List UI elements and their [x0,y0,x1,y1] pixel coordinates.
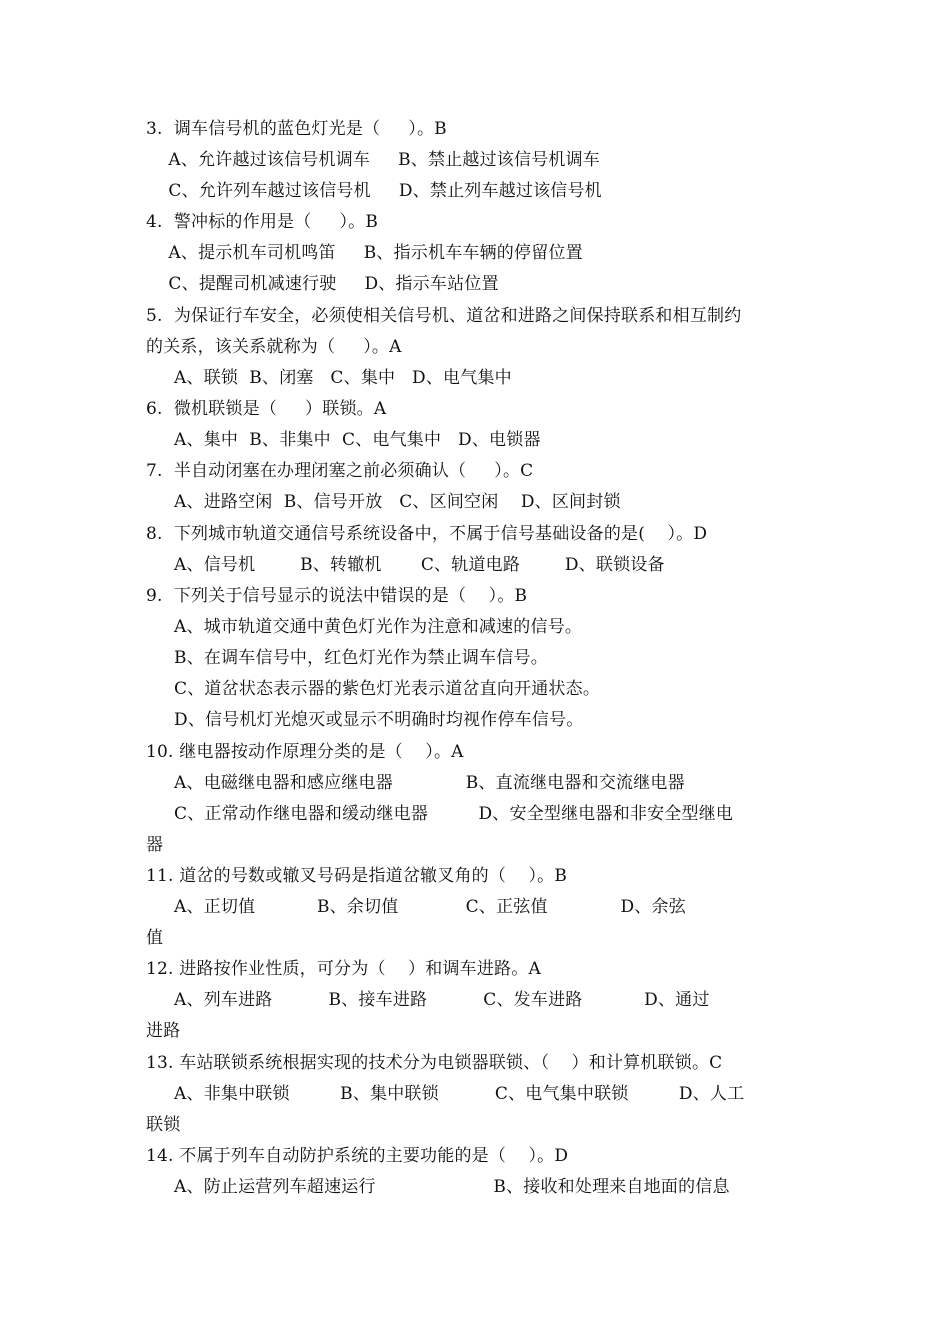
question-9: 9. 下列关于信号显示的说法中错误的是（ ）。B [146,586,528,606]
question-13-wrap: 联锁 [146,1115,181,1135]
question-4: 4. 警冲标的作用是（ ）。B [146,212,379,232]
question-5: 5. 为保证行车安全，必须使相关信号机、道岔和进路之间保持联系和相互制约 [146,306,742,326]
question-4-options-cd: C、提醒司机减速行驶 D、指示车站位置 [146,274,499,294]
question-12-options: A、列车进路 B、接车进路 C、发车进路 D、通过 [146,990,710,1010]
question-8: 8. 下列城市轨道交通信号系统设备中，不属于信号基础设备的是( ）。D [146,524,708,544]
question-4-options-ab: A、提示机车司机鸣笛 B、指示机车车辆的停留位置 [146,243,583,263]
question-3-options-ab: A、允许越过该信号机调车 B、禁止越过该信号机调车 [146,150,601,170]
question-13: 13. 车站联锁系统根据实现的技术分为电锁器联锁、（ ）和计算机联锁。C [146,1053,723,1073]
question-9-option-c: C、道岔状态表示器的紫色灯光表示道岔直向开通状态。 [146,679,601,699]
question-8-options: A、信号机 B、转辙机 C、轨道电路 D、联锁设备 [146,555,665,575]
question-10-wrap: 器 [146,835,164,855]
question-14: 14. 不属于列车自动防护系统的主要功能的是（ ）。D [146,1146,569,1166]
question-14-options: A、防止运营列车超速运行 B、接收和处理来自地面的信息 [146,1177,730,1197]
question-10-options-ab: A、电磁继电器和感应继电器 B、直流继电器和交流继电器 [146,773,685,793]
question-6: 6. 微机联锁是（ ）联锁。A [146,399,387,419]
question-7: 7. 半自动闭塞在办理闭塞之前必须确认（ ）。C [146,461,534,481]
question-10: 10. 继电器按动作原理分类的是（ ）。A [146,742,464,762]
question-12: 12. 进路按作业性质，可分为（ ）和调车进路。A [146,959,541,979]
question-5-continued: 的关系，该关系就称为（ ）。A [146,337,402,357]
question-11-wrap: 值 [146,928,164,948]
question-11-options: A、正切值 B、余切值 C、正弦值 D、余弦 [146,897,686,917]
question-7-options: A、进路空闲 B、信号开放 C、区间空闲 D、区间封锁 [146,492,621,512]
question-9-option-d: D、信号机灯光熄灭或显示不明确时均视作停车信号。 [146,710,584,730]
question-5-options: A、联锁 B、闭塞 C、集中 D、电气集中 [146,368,512,388]
question-3-options-cd: C、允许列车越过该信号机 D、禁止列车越过该信号机 [146,181,602,201]
question-11: 11. 道岔的号数或辙叉号码是指道岔辙叉角的（ ）。B [146,866,568,886]
question-9-option-b: B、在调车信号中，红色灯光作为禁止调车信号。 [146,648,548,668]
question-9-option-a: A、城市轨道交通中黄色灯光作为注意和减速的信号。 [146,617,583,637]
question-3: 3. 调车信号机的蓝色灯光是（ ）。B [146,119,447,139]
question-13-options: A、非集中联锁 B、集中联锁 C、电气集中联锁 D、人工 [146,1084,745,1104]
question-10-options-cd: C、正常动作继电器和缓动继电器 D、安全型继电器和非安全型继电 [146,804,734,824]
question-12-wrap: 进路 [146,1021,181,1041]
question-6-options: A、集中 B、非集中 C、电气集中 D、电锁器 [146,430,541,450]
